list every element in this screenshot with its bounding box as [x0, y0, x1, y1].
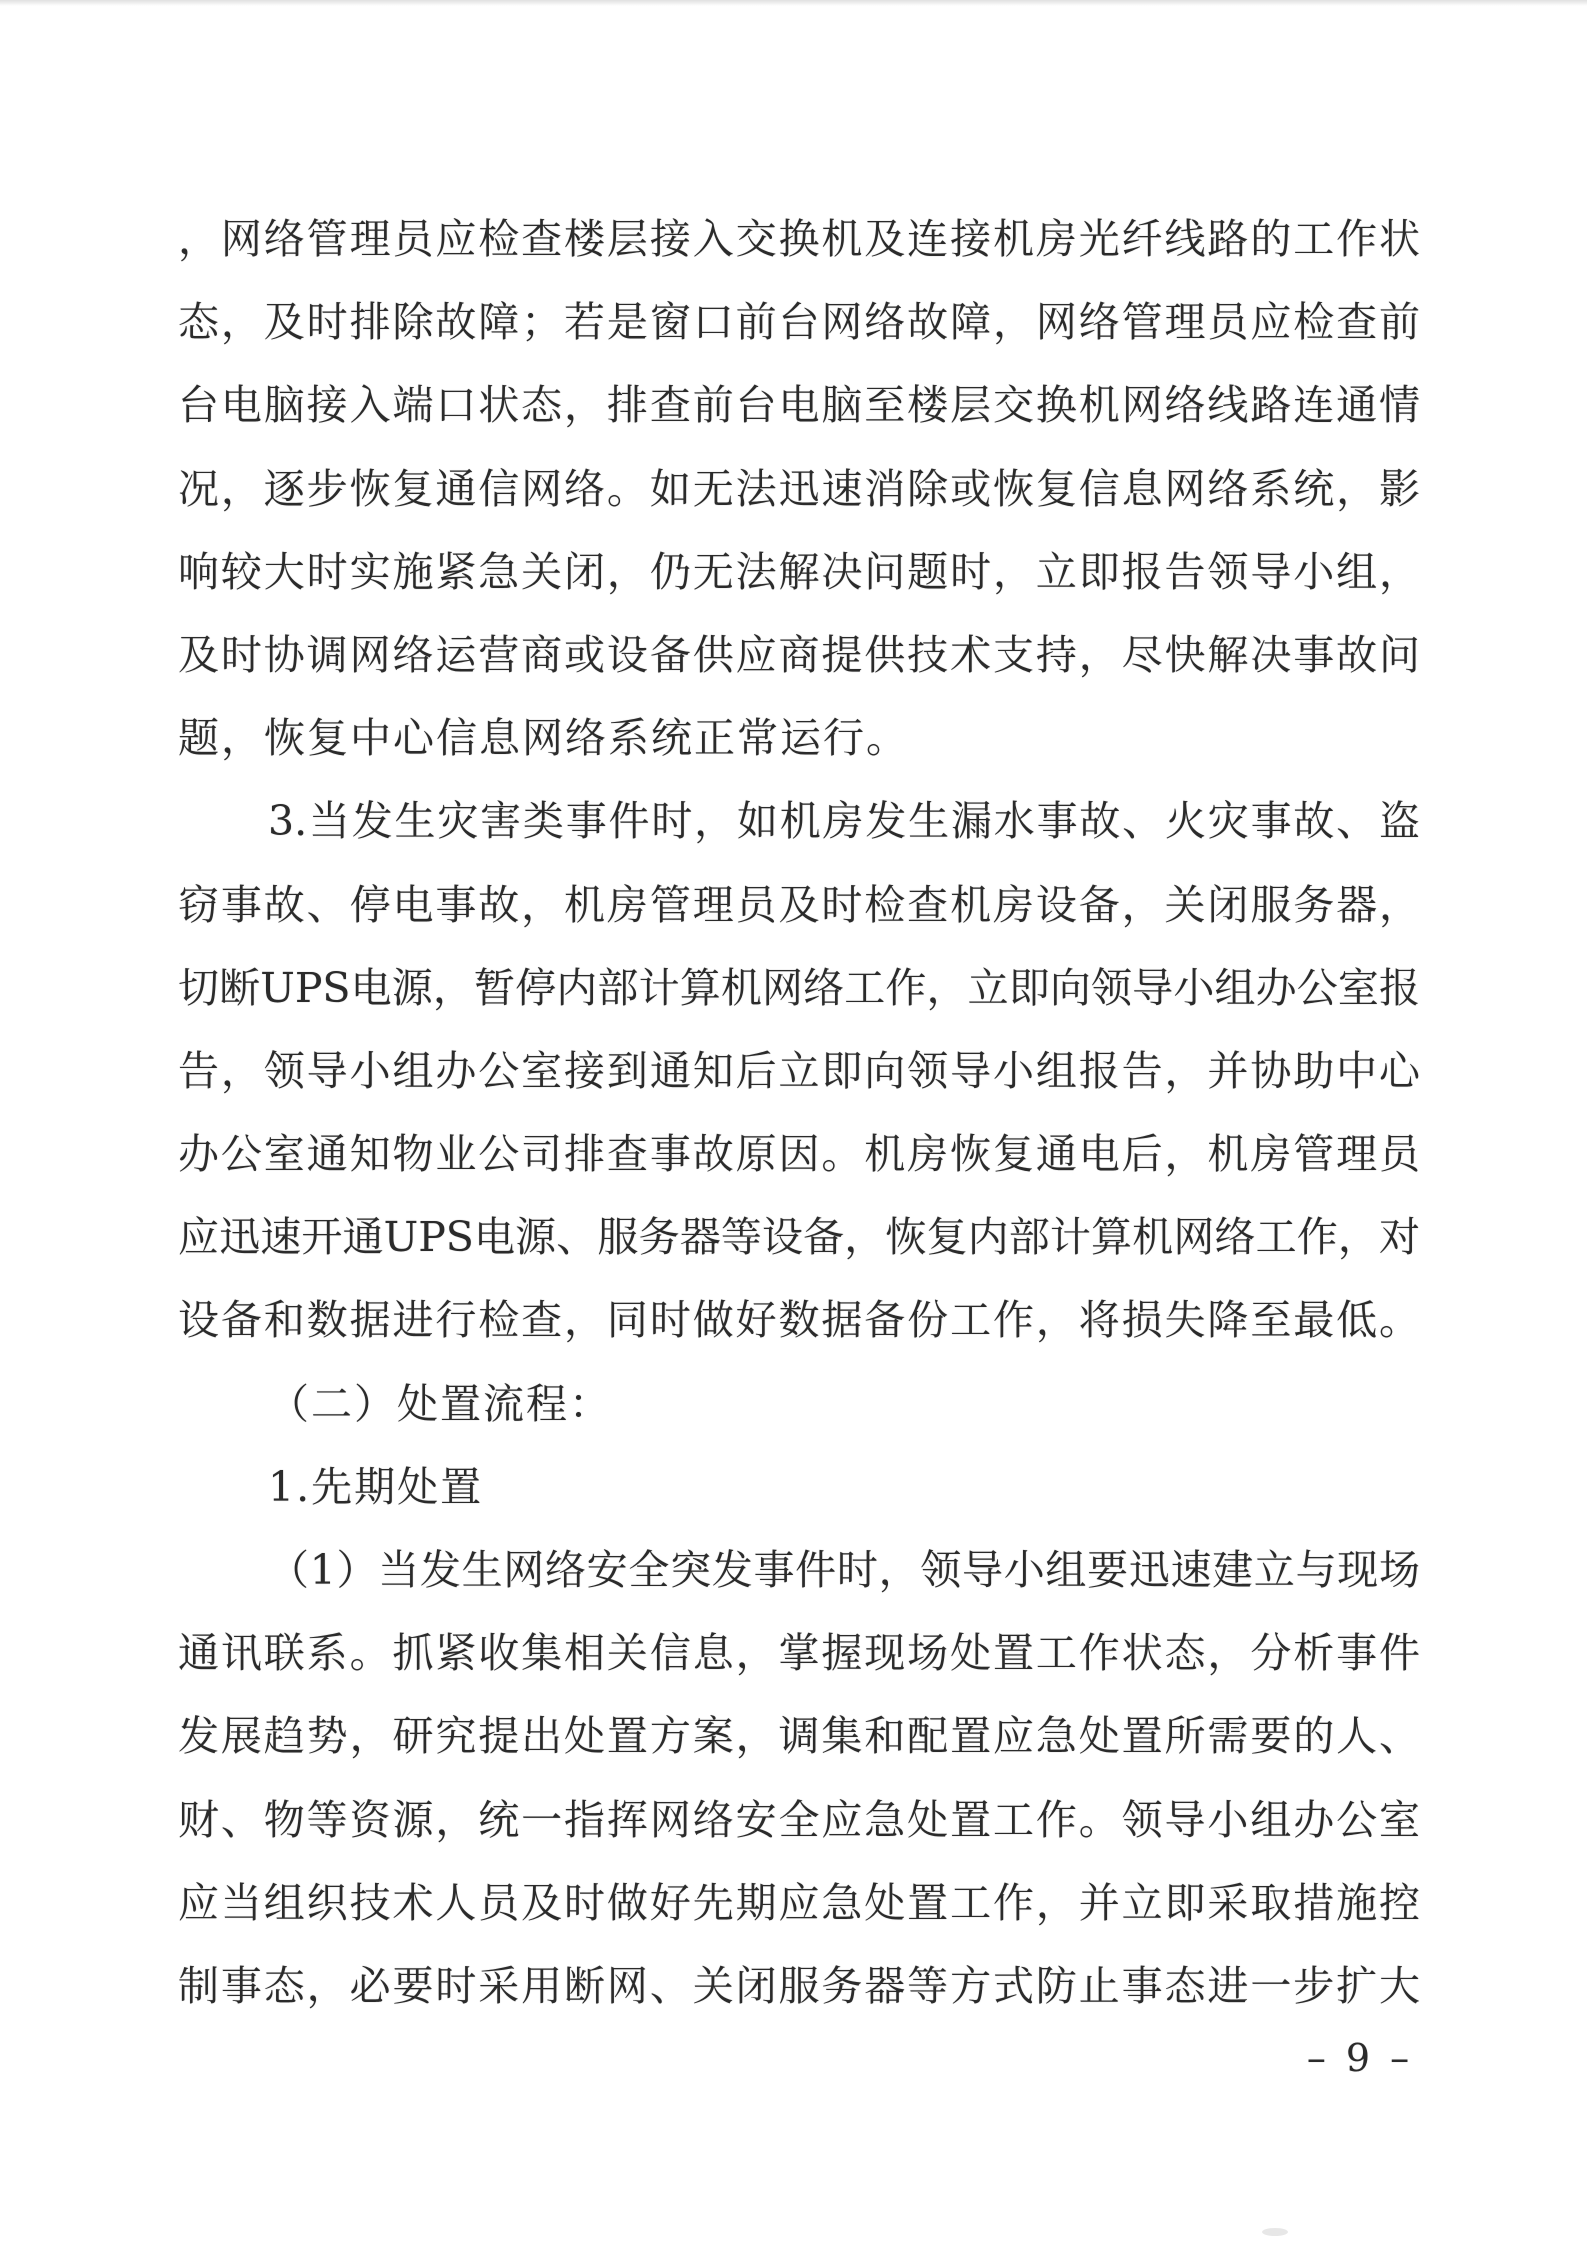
text-line-16: 1.先期处置: [268, 1462, 484, 1511]
text-line-20: 财、物等资源，统一指挥网络安全应急处置工作。领导小组办公室: [178, 1795, 1420, 1844]
text-line-8: 3.当发生灾害类事件时，如机房发生漏水事故、火灾事故、盗: [268, 797, 1420, 846]
text-line-17: （1）当发生网络安全突发事件时，领导小组要迅速建立与现场: [268, 1546, 1420, 1594]
text-line-15: （二）处置流程：: [268, 1379, 612, 1428]
text-line-5: 响较大时实施紧急关闭，仍无法解决问题时，立即报告领导小组，: [178, 547, 1420, 596]
text-line-22: 制事态，必要时采用断网、关闭服务器等方式防止事态进一步扩大: [178, 1961, 1420, 2010]
scan-edge-top: [0, 0, 1587, 6]
text-line-14: 设备和数据进行检查，同时做好数据备份工作，将损失降至最低。: [178, 1296, 1420, 1345]
text-line-6: 及时协调网络运营商或设备供应商提供技术支持，尽快解决事故问: [178, 630, 1420, 679]
document-body: [178, 198, 1420, 2028]
text-line-3: 台电脑接入端口状态，排查前台电脑至楼层交换机网络线路连通情: [178, 381, 1420, 430]
text-line-13: 应迅速开通UPS电源、服务器等设备，恢复内部计算机网络工作，对: [178, 1213, 1420, 1262]
text-line-9: 窃事故、停电事故，机房管理员及时检查机房设备，关闭服务器，: [178, 880, 1420, 929]
text-line-4: 况，逐步恢复通信网络。如无法迅速消除或恢复信息网络系统，影: [178, 464, 1420, 513]
text-line-19: 发展趋势，研究提出处置方案，调集和配置应急处置所需要的人、: [178, 1712, 1420, 1761]
text-line-21: 应当组织技术人员及时做好先期应急处置工作，并立即采取措施控: [178, 1878, 1420, 1927]
text-line-10: 切断UPS电源，暂停内部计算机网络工作，立即向领导小组办公室报: [178, 963, 1420, 1012]
text-line-1: ，网络管理员应检查楼层接入交换机及连接机房光纤线路的工作状: [178, 215, 1420, 263]
text-line-7: 题，恢复中心信息网络系统正常运行。: [178, 714, 909, 763]
text-line-18: 通讯联系。抓紧收集相关信息，掌握现场处置工作状态，分析事件: [178, 1629, 1420, 1678]
text-line-11: 告，领导小组办公室接到通知后立即向领导小组报告，并协助中心: [178, 1046, 1420, 1095]
page-number: – 9 –: [1306, 2036, 1414, 2080]
text-line-12: 办公室通知物业公司排查事故原因。机房恢复通电后，机房管理员: [178, 1130, 1420, 1179]
text-line-2: 态，及时排除故障；若是窗口前台网络故障，网络管理员应检查前: [178, 298, 1420, 347]
scan-speck: [1262, 2228, 1288, 2236]
